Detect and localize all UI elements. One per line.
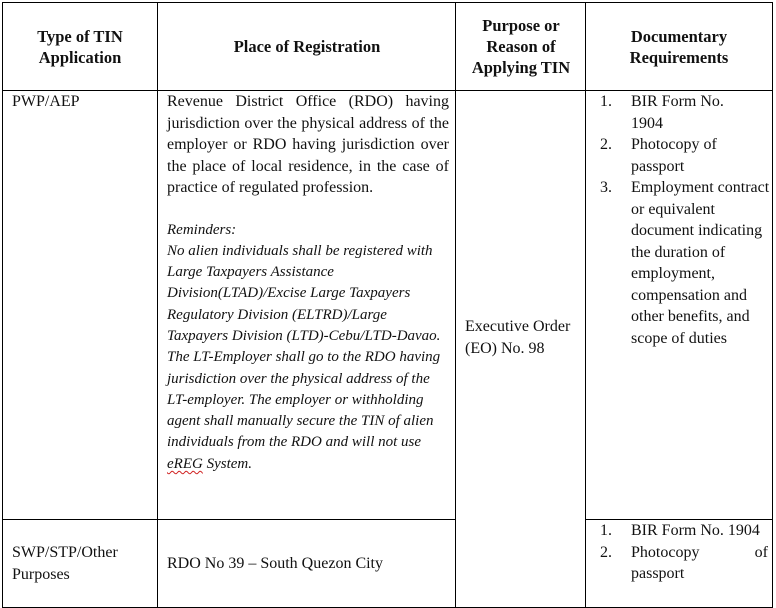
- col-divider-3: [585, 2, 586, 608]
- list-item-text: BIR Form No. 1904: [631, 522, 760, 539]
- row1-place-text: Revenue District Office (RDO) having jurisdiction over the physical address of the employer or RDO having jurisdiction over the place of local residence, in the case of practice of regulated profession.: [167, 93, 449, 196]
- list-item-text: Employment contract or equivalent document indicating the duration of employment, compensation and other benefits, and scope of duties: [631, 179, 770, 347]
- header-docs: [590, 3, 768, 90]
- list-item-number: 1.: [600, 522, 612, 539]
- row2-place: RDO No 39 – South Quezon City: [167, 555, 383, 572]
- col-divider-1: [157, 2, 158, 608]
- list-item-number: 1.: [600, 93, 612, 110]
- header-docs-label: Documentary Requirements: [629, 26, 729, 67]
- list-item: [600, 91, 770, 134]
- ereg-word: eREG: [167, 455, 203, 472]
- purpose-value: Executive Order (EO) No. 98: [465, 318, 571, 357]
- list-item: [600, 134, 770, 177]
- row1-docs: [600, 91, 770, 349]
- list-item-number: 2.: [600, 136, 612, 153]
- list-item: [600, 520, 768, 542]
- header-place: [162, 3, 452, 90]
- row1-type: PWP/AEP: [12, 93, 80, 110]
- row1-bottom-rule-left: [2, 519, 455, 520]
- row2-docs-list: [600, 520, 768, 585]
- row2-type-text: SWP/STP/Other Purposes: [12, 544, 118, 583]
- list-item-number: 3.: [600, 179, 612, 196]
- list-item-number: 2.: [600, 543, 612, 561]
- row1-place: [167, 91, 449, 475]
- col-divider-2: [455, 2, 456, 608]
- list-item-text: Photocopy of passport: [631, 136, 717, 175]
- reminders-text: No alien individuals shall be registered with Large Taxpayers Assistance Division(LTAD)/Excise Large Taxpayers Regulatory Division (ELTRD)/Large Taxpayers Division (LTD)-Cebu/LTD-Davao. The LT-Employer shall go to the RDO having jurisdiction over the physical address of the LT-employer. The employer or withholding agent shall manually secure the TIN of alien individuals from the RDO and will not use: [167, 242, 441, 451]
- table-border-left: [2, 2, 3, 608]
- reminders-body: [167, 241, 449, 475]
- list-item: [600, 542, 768, 585]
- header-purpose: [460, 3, 582, 90]
- header-type: [8, 3, 152, 90]
- reminders-title: Reminders:: [167, 221, 237, 238]
- purpose-cell: [465, 316, 577, 359]
- row1-docs-list: [600, 91, 770, 349]
- header-place-label: Place of Registration: [233, 37, 381, 56]
- reminders-tail: System.: [202, 455, 252, 472]
- row2-docs: [600, 520, 768, 585]
- list-item-text: BIR Form No. 1904: [631, 93, 724, 132]
- header-purpose-label: Purpose or Reason of Applying TIN: [471, 16, 571, 77]
- row1-reminders: [167, 220, 449, 476]
- list-item-text: Photocopy of passport: [631, 543, 768, 582]
- list-item: [600, 177, 770, 349]
- row2-type: [12, 542, 152, 585]
- table-border-right: [772, 2, 773, 608]
- header-type-label: Type of TIN Application: [37, 26, 123, 67]
